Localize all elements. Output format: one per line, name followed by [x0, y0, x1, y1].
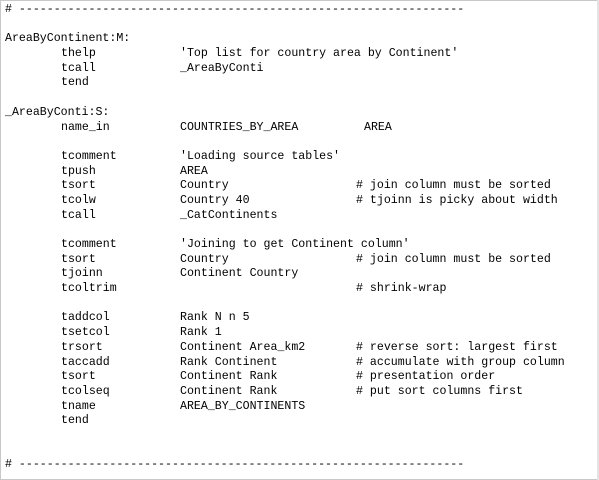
command-args: _AreaByConti: [180, 61, 264, 75]
comment-text: # join column must be sorted: [356, 179, 551, 193]
code-line[interactable]: [5, 253, 591, 268]
code-line[interactable]: [5, 311, 591, 326]
command-args: Continent Rank: [180, 370, 278, 384]
command-keyword: taddcol: [61, 311, 110, 325]
code-line[interactable]: [5, 341, 591, 356]
command-keyword: tend: [61, 414, 89, 428]
code-line[interactable]: [5, 47, 591, 62]
command-keyword: tname: [61, 399, 96, 413]
command-args: Rank 1: [180, 326, 222, 340]
command-keyword: tcolseq: [61, 384, 110, 398]
code-line[interactable]: [5, 458, 591, 473]
command-keyword: tcoltrim: [61, 282, 117, 296]
label-text: AreaByContinent:M:: [5, 32, 131, 46]
code-line[interactable]: [5, 106, 591, 121]
separator-comment: # ----------------------------------------------------------------: [5, 458, 465, 472]
command-args: Continent Rank: [180, 384, 278, 398]
command-keyword: tsort: [61, 370, 96, 384]
command-keyword: tcall: [61, 61, 96, 75]
label-text: _AreaByConti:S:: [5, 105, 110, 119]
code-line[interactable]: [5, 326, 591, 341]
code-line[interactable]: [5, 18, 591, 33]
command-args: AREA: [180, 164, 208, 178]
code-line[interactable]: [5, 414, 591, 429]
code-line[interactable]: [5, 209, 591, 224]
command-keyword: tcomment: [61, 149, 117, 163]
command-keyword: tend: [61, 76, 89, 90]
command-keyword: tsetcol: [61, 326, 110, 340]
command-keyword: tcomment: [61, 238, 117, 251]
comment-text: # join column must be sorted: [356, 252, 551, 266]
command-args: 'Loading source tables': [180, 149, 341, 163]
code-line[interactable]: [5, 429, 591, 444]
comment-text: # tjoinn is picky about width: [356, 193, 558, 207]
code-line[interactable]: [5, 3, 591, 18]
command-args: COUNTRIES_BY_AREA: [180, 120, 299, 134]
code-line[interactable]: [5, 356, 591, 371]
command-keyword: trsort: [61, 340, 103, 354]
command-args: 'Joining to get Continent column': [180, 238, 410, 251]
code-editor[interactable]: [5, 3, 591, 480]
command-args: Country: [180, 179, 229, 193]
command-args: Continent Area_km2: [180, 340, 306, 354]
code-line[interactable]: [5, 121, 591, 136]
command-keyword: tjoinn: [61, 267, 103, 281]
code-line[interactable]: [5, 282, 591, 297]
command-keyword: thelp: [61, 47, 96, 61]
command-args: Country: [180, 252, 229, 266]
comment-text: # accumulate with group column: [356, 355, 565, 369]
code-line[interactable]: [5, 194, 591, 209]
command-keyword: name_in: [61, 120, 110, 134]
command-args: 'Top list for country area by Continent': [180, 47, 459, 61]
comment-text: AREA: [364, 120, 392, 134]
code-line[interactable]: [5, 135, 591, 150]
comment-text: # presentation order: [356, 370, 496, 384]
command-args: Country 40: [180, 193, 250, 207]
command-args: _CatContinents: [180, 208, 278, 222]
separator-comment: # ----------------------------------------------------------------: [5, 3, 465, 16]
command-keyword: tpush: [61, 164, 96, 178]
comment-text: # put sort columns first: [356, 384, 523, 398]
code-line[interactable]: [5, 62, 591, 77]
command-keyword: tcolw: [61, 193, 96, 207]
command-args: AREA_BY_CONTINENTS: [180, 399, 306, 413]
command-keyword: tcall: [61, 208, 96, 222]
code-line[interactable]: [5, 238, 591, 253]
code-line[interactable]: [5, 32, 591, 47]
code-line[interactable]: [5, 223, 591, 238]
code-line[interactable]: [5, 150, 591, 165]
command-keyword: tsort: [61, 252, 96, 266]
code-line[interactable]: [5, 444, 591, 459]
command-keyword: tsort: [61, 179, 96, 193]
command-args: Rank Continent: [180, 355, 278, 369]
code-line[interactable]: [5, 385, 591, 400]
code-line[interactable]: [5, 400, 591, 415]
comment-text: # shrink-wrap: [356, 282, 447, 296]
code-line[interactable]: [5, 76, 591, 91]
code-line[interactable]: [5, 370, 591, 385]
code-line[interactable]: [5, 267, 591, 282]
code-line[interactable]: [5, 297, 591, 312]
command-args: Continent Country: [180, 267, 299, 281]
command-args: Rank N n 5: [180, 311, 250, 325]
command-keyword: taccadd: [61, 355, 110, 369]
code-line[interactable]: [5, 91, 591, 106]
comment-text: # reverse sort: largest first: [356, 340, 558, 354]
code-line[interactable]: [5, 165, 591, 180]
code-line[interactable]: [5, 179, 591, 194]
